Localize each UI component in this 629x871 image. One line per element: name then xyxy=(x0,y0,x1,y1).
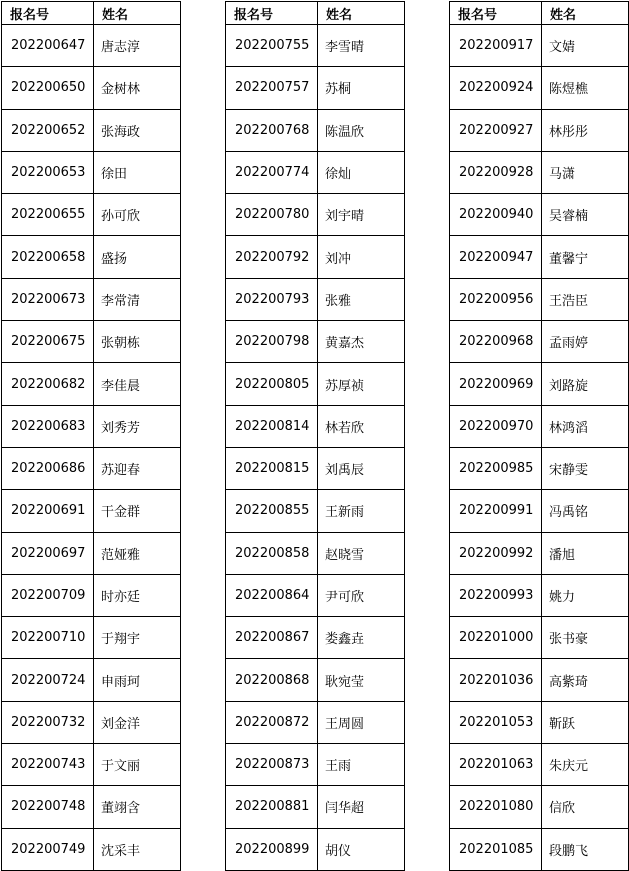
registration-number-cell: 202201085 xyxy=(450,828,542,870)
name-cell: 王周圆 xyxy=(318,701,405,743)
name-cell: 于翔宇 xyxy=(94,617,181,659)
name-cell: 干金群 xyxy=(94,490,181,532)
table-row xyxy=(450,532,629,574)
name-cell: 李常清 xyxy=(94,278,181,320)
name-cell: 刘金洋 xyxy=(94,701,181,743)
registration-number-cell: 202200691 xyxy=(2,490,94,532)
table-row xyxy=(226,151,405,193)
table-row xyxy=(2,532,181,574)
table-row xyxy=(450,363,629,405)
header-row xyxy=(2,2,181,25)
name-cell: 陈煜樵 xyxy=(542,67,629,109)
table-row xyxy=(226,786,405,828)
table-row xyxy=(226,490,405,532)
registration-number-cell: 202200774 xyxy=(226,151,318,193)
registration-number-cell: 202200748 xyxy=(2,786,94,828)
table-row xyxy=(226,701,405,743)
registration-number-cell: 202200855 xyxy=(226,490,318,532)
name-cell: 刘秀芳 xyxy=(94,405,181,447)
registration-number-cell: 202200872 xyxy=(226,701,318,743)
name-cell: 信欣 xyxy=(542,786,629,828)
name-cell: 申雨珂 xyxy=(94,659,181,701)
registration-number-cell: 202200743 xyxy=(2,744,94,786)
roster-body xyxy=(2,25,181,871)
registration-number-cell: 202200881 xyxy=(226,786,318,828)
registration-number-cell: 202200899 xyxy=(226,828,318,870)
name-cell: 时亦廷 xyxy=(94,574,181,616)
table-row xyxy=(450,321,629,363)
registration-number-cell: 202200868 xyxy=(226,659,318,701)
name-cell: 王雨 xyxy=(318,744,405,786)
name-cell: 胡仪 xyxy=(318,828,405,870)
registration-number-cell: 202200917 xyxy=(450,25,542,67)
table-row xyxy=(2,744,181,786)
table-row xyxy=(226,25,405,67)
table-row xyxy=(2,490,181,532)
name-cell: 朱庆元 xyxy=(542,744,629,786)
registration-number-cell: 202200940 xyxy=(450,194,542,236)
table-row xyxy=(2,574,181,616)
table-row xyxy=(450,194,629,236)
table-row xyxy=(2,363,181,405)
registration-number-cell: 202200867 xyxy=(226,617,318,659)
registration-number-cell: 202200947 xyxy=(450,236,542,278)
table-row xyxy=(450,405,629,447)
name-cell: 黄嘉杰 xyxy=(318,321,405,363)
table-row xyxy=(450,278,629,320)
registration-number-cell: 202200815 xyxy=(226,447,318,489)
name-cell: 娄鑫垚 xyxy=(318,617,405,659)
registration-number-cell: 202200724 xyxy=(2,659,94,701)
registration-number-cell: 202200697 xyxy=(2,532,94,574)
table-row xyxy=(2,236,181,278)
table-row xyxy=(226,278,405,320)
table-row xyxy=(450,701,629,743)
name-cell: 沈采丰 xyxy=(94,828,181,870)
name-cell: 王新雨 xyxy=(318,490,405,532)
registration-number-cell: 202201000 xyxy=(450,617,542,659)
name-cell: 张朝栋 xyxy=(94,321,181,363)
name-cell: 刘路旋 xyxy=(542,363,629,405)
registration-number-cell: 202201080 xyxy=(450,786,542,828)
header-row xyxy=(226,2,405,25)
name-cell: 苏厚祯 xyxy=(318,363,405,405)
registration-number-cell: 202200647 xyxy=(2,25,94,67)
table-row xyxy=(450,659,629,701)
table-row xyxy=(2,25,181,67)
name-cell: 范娅雅 xyxy=(94,532,181,574)
registration-number-cell: 202200928 xyxy=(450,151,542,193)
name-cell: 孟雨婷 xyxy=(542,321,629,363)
name-cell: 董翊含 xyxy=(94,786,181,828)
table-row xyxy=(226,321,405,363)
name-cell: 林彤彤 xyxy=(542,109,629,151)
registration-number-cell: 202200757 xyxy=(226,67,318,109)
registration-number-cell: 202200793 xyxy=(226,278,318,320)
registration-number-cell: 202200873 xyxy=(226,744,318,786)
registration-number-cell: 202200858 xyxy=(226,532,318,574)
name-cell: 孙可欣 xyxy=(94,194,181,236)
registration-number-cell: 202200650 xyxy=(2,67,94,109)
registration-number-cell: 202201036 xyxy=(450,659,542,701)
roster-table-1 xyxy=(1,1,181,871)
name-cell: 李雪晴 xyxy=(318,25,405,67)
registration-number-cell: 202200814 xyxy=(226,405,318,447)
name-cell: 冯禹铭 xyxy=(542,490,629,532)
header-name: 姓名 xyxy=(318,2,405,25)
registration-number-cell: 202200805 xyxy=(226,363,318,405)
name-cell: 李佳晨 xyxy=(94,363,181,405)
table-row xyxy=(226,532,405,574)
table-row xyxy=(226,363,405,405)
table-row xyxy=(226,109,405,151)
name-cell: 尹可欣 xyxy=(318,574,405,616)
table-row xyxy=(450,617,629,659)
name-cell: 马潇 xyxy=(542,151,629,193)
name-cell: 吴睿楠 xyxy=(542,194,629,236)
table-row xyxy=(450,828,629,870)
table-row xyxy=(2,109,181,151)
name-cell: 刘宇晴 xyxy=(318,194,405,236)
table-row xyxy=(2,194,181,236)
registration-number-cell: 202200683 xyxy=(2,405,94,447)
table-row xyxy=(226,617,405,659)
registration-number-cell: 202200682 xyxy=(2,363,94,405)
registration-number-cell: 202201063 xyxy=(450,744,542,786)
registration-number-cell: 202200985 xyxy=(450,447,542,489)
registration-number-cell: 202200991 xyxy=(450,490,542,532)
name-cell: 张海政 xyxy=(94,109,181,151)
table-row xyxy=(2,828,181,870)
table-row xyxy=(450,574,629,616)
table-row xyxy=(450,25,629,67)
registration-number-cell: 202200652 xyxy=(2,109,94,151)
roster-table-2 xyxy=(225,1,405,871)
table-row xyxy=(2,67,181,109)
roster-table-3 xyxy=(449,1,629,871)
name-cell: 苏桐 xyxy=(318,67,405,109)
registration-number-cell: 202200710 xyxy=(2,617,94,659)
name-cell: 段鹏飞 xyxy=(542,828,629,870)
registration-number-cell: 202200755 xyxy=(226,25,318,67)
name-cell: 徐田 xyxy=(94,151,181,193)
header-name: 姓名 xyxy=(542,2,629,25)
registration-number-cell: 202200749 xyxy=(2,828,94,870)
name-cell: 唐志淳 xyxy=(94,25,181,67)
name-cell: 张雅 xyxy=(318,278,405,320)
table-row xyxy=(226,659,405,701)
table-row xyxy=(2,701,181,743)
name-cell: 姚力 xyxy=(542,574,629,616)
table-row xyxy=(450,447,629,489)
registration-number-cell: 202200970 xyxy=(450,405,542,447)
name-cell: 潘旭 xyxy=(542,532,629,574)
table-row xyxy=(2,659,181,701)
registration-number-cell: 202200792 xyxy=(226,236,318,278)
name-cell: 赵晓雪 xyxy=(318,532,405,574)
name-cell: 靳跃 xyxy=(542,701,629,743)
table-row xyxy=(450,67,629,109)
table-row xyxy=(226,828,405,870)
name-cell: 林若欣 xyxy=(318,405,405,447)
table-row xyxy=(226,574,405,616)
table-row xyxy=(2,617,181,659)
registration-number-cell: 202200675 xyxy=(2,321,94,363)
header-name: 姓名 xyxy=(94,2,181,25)
name-cell: 耿宛莹 xyxy=(318,659,405,701)
name-cell: 高紫琦 xyxy=(542,659,629,701)
registration-number-cell: 202200798 xyxy=(226,321,318,363)
table-row xyxy=(2,278,181,320)
registration-number-cell: 202200768 xyxy=(226,109,318,151)
name-cell: 张书豪 xyxy=(542,617,629,659)
table-row xyxy=(450,744,629,786)
name-cell: 陈温欣 xyxy=(318,109,405,151)
name-cell: 宋静雯 xyxy=(542,447,629,489)
registration-number-cell: 202200992 xyxy=(450,532,542,574)
registration-number-cell: 202200732 xyxy=(2,701,94,743)
name-cell: 林鸿滔 xyxy=(542,405,629,447)
name-cell: 董馨宁 xyxy=(542,236,629,278)
table-row xyxy=(2,321,181,363)
registration-number-cell: 202200864 xyxy=(226,574,318,616)
header-row xyxy=(450,2,629,25)
name-cell: 刘冲 xyxy=(318,236,405,278)
name-cell: 于文丽 xyxy=(94,744,181,786)
registration-number-cell: 202200927 xyxy=(450,109,542,151)
roster-body xyxy=(450,25,629,871)
registration-number-cell: 202200968 xyxy=(450,321,542,363)
table-row xyxy=(226,405,405,447)
header-registration-number: 报名号 xyxy=(2,2,94,25)
table-row xyxy=(450,490,629,532)
name-cell: 文婧 xyxy=(542,25,629,67)
table-row xyxy=(226,744,405,786)
name-cell: 徐灿 xyxy=(318,151,405,193)
registration-number-cell: 202200655 xyxy=(2,194,94,236)
table-row xyxy=(226,236,405,278)
name-cell: 闫华超 xyxy=(318,786,405,828)
registration-number-cell: 202200956 xyxy=(450,278,542,320)
table-row xyxy=(450,786,629,828)
registration-number-cell: 202200780 xyxy=(226,194,318,236)
registration-number-cell: 202200709 xyxy=(2,574,94,616)
registration-number-cell: 202200969 xyxy=(450,363,542,405)
registration-number-cell: 202200653 xyxy=(2,151,94,193)
table-row xyxy=(2,447,181,489)
registration-number-cell: 202200924 xyxy=(450,67,542,109)
registration-number-cell: 202201053 xyxy=(450,701,542,743)
table-row xyxy=(2,151,181,193)
table-row xyxy=(450,109,629,151)
header-registration-number: 报名号 xyxy=(450,2,542,25)
table-row xyxy=(2,405,181,447)
name-cell: 苏迎春 xyxy=(94,447,181,489)
registration-number-cell: 202200658 xyxy=(2,236,94,278)
roster-body xyxy=(226,25,405,871)
table-row xyxy=(226,67,405,109)
registration-number-cell: 202200686 xyxy=(2,447,94,489)
table-row xyxy=(226,194,405,236)
name-cell: 金树林 xyxy=(94,67,181,109)
name-cell: 王浩臣 xyxy=(542,278,629,320)
registration-number-cell: 202200993 xyxy=(450,574,542,616)
name-cell: 盛扬 xyxy=(94,236,181,278)
header-registration-number: 报名号 xyxy=(226,2,318,25)
table-row xyxy=(450,151,629,193)
name-cell: 刘禹辰 xyxy=(318,447,405,489)
table-row xyxy=(226,447,405,489)
table-row xyxy=(2,786,181,828)
table-row xyxy=(450,236,629,278)
registration-number-cell: 202200673 xyxy=(2,278,94,320)
